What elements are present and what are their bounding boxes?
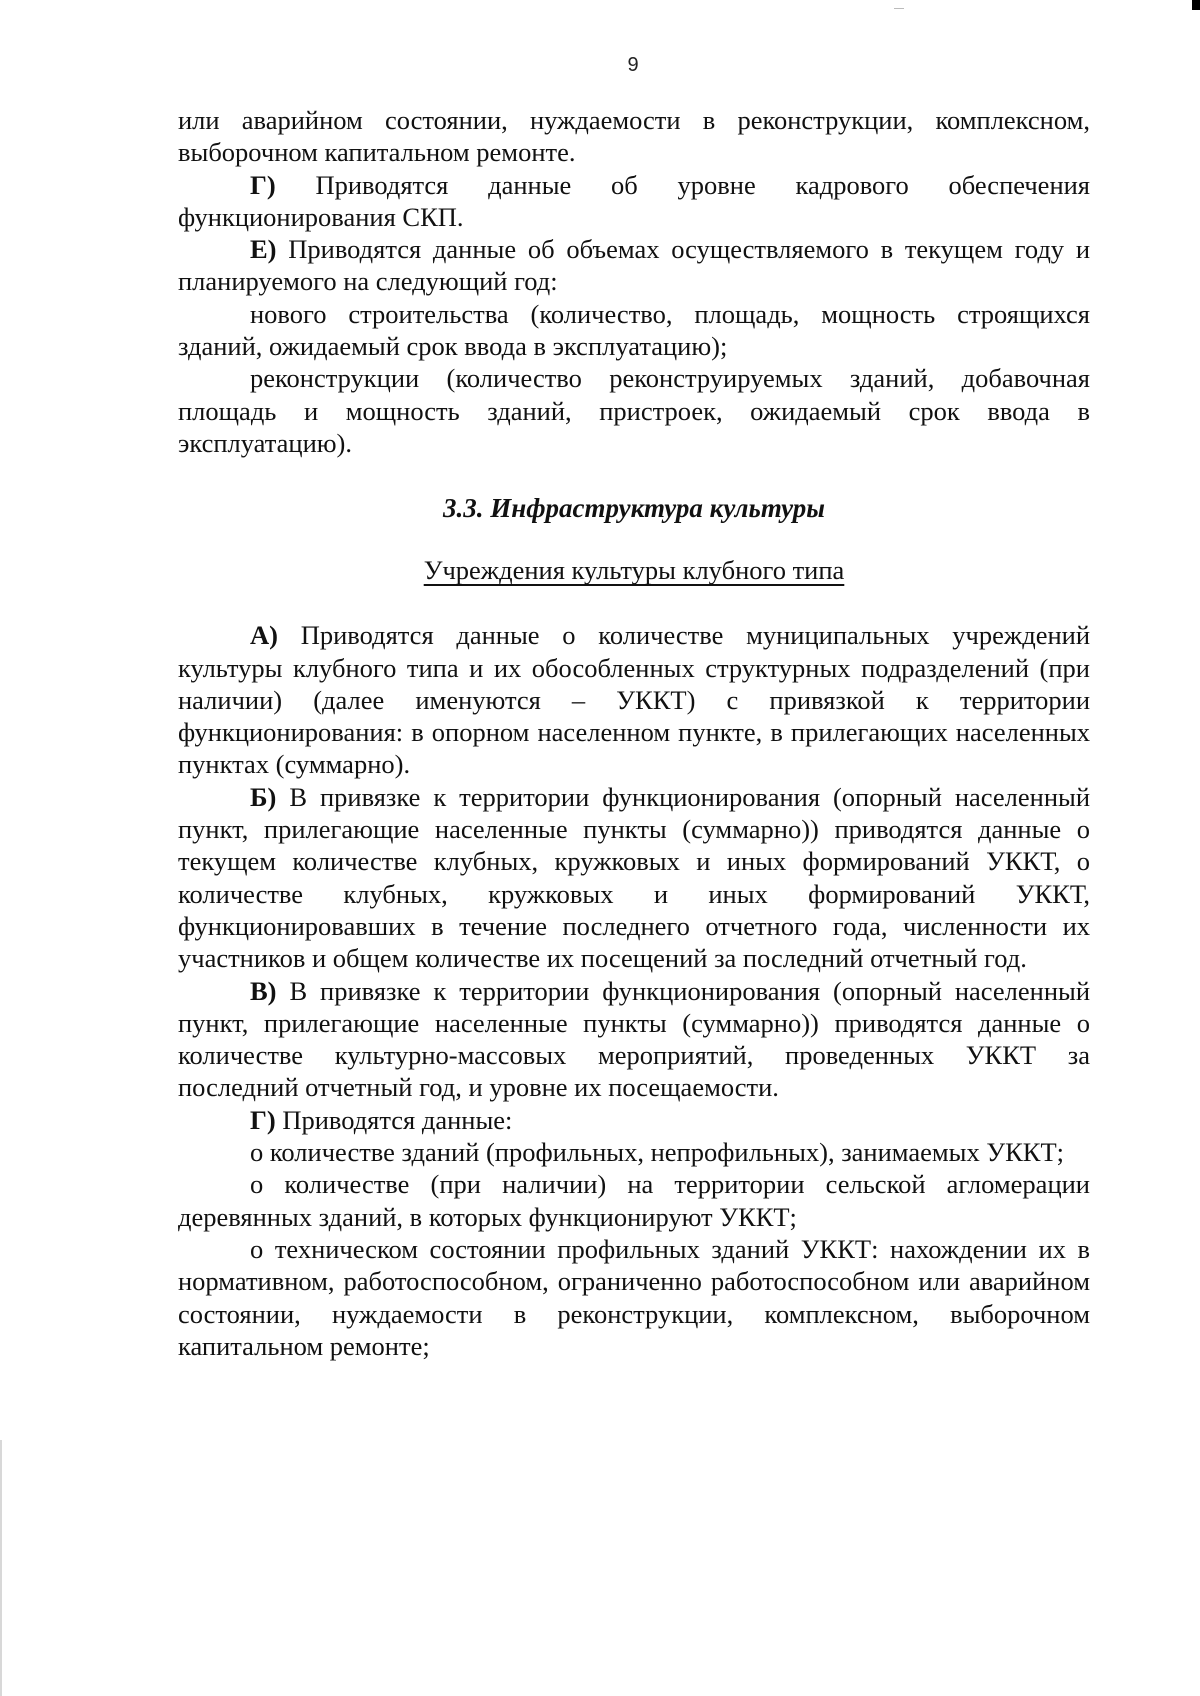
item-text: Приводятся данные об уровне кадрового обеспечения функционирования СКП. <box>178 169 1090 232</box>
paragraph-g-staffing <box>178 169 1090 234</box>
paragraph-b <box>178 781 1090 975</box>
paragraph-reconstruction: реконструкции (количество реконструируемых зданий, добавочная площадь и мощность зданий, пристроек, ожидаемый срок ввода в эксплуатацию). <box>178 363 1090 458</box>
paragraph-new-construction: нового строительства (количество, площадь, мощность строящихся зданий, ожидаемый срок ввода в эксплуатацию); <box>178 298 1090 362</box>
item-text: Приводятся данные о количестве муниципальных учреждений культуры клубного типа и их обособленных структурных подразделений (при наличии) (далее именуются – УККТ) с привязкой к территории функционирования: в опорном населенном пункте, в прилегающих населенных пунктах (суммарно). <box>178 620 1090 780</box>
item-text: Приводятся данные: <box>275 1104 513 1135</box>
item-label: Г) <box>250 1104 276 1135</box>
page-number: 9 <box>627 54 639 76</box>
paragraph-v <box>178 975 1090 1104</box>
item-label: Б) <box>250 781 277 812</box>
paragraph-g <box>178 1104 1090 1136</box>
paragraph-g-wooden-buildings: о количестве (при наличии) на территории сельской агломерации деревянных зданий, в которых функционируют УККТ; <box>178 1169 1090 1232</box>
item-text: В привязке к территории функционирования (опорный населенный пункт, прилегающие населенные пункты (суммарно)) приводятся данные о количестве культурно-массовых мероприятий, проведенных УККТ за последний отчетный год, и уровне их посещаемости. <box>178 975 1090 1103</box>
paragraph-g-buildings: о количестве зданий (профильных, непрофильных), занимаемых УККТ; <box>250 1137 1065 1168</box>
item-label: А) <box>250 620 278 651</box>
page-body <box>178 104 1090 1362</box>
scan-artifact <box>1192 0 1200 10</box>
section-heading: 3.3. Инфраструктура культуры <box>442 493 826 524</box>
paragraph-e-construction <box>178 233 1090 298</box>
paragraph-g-technical-state: о техническом состоянии профильных зданий УККТ: нахождении их в нормативном, работоспособном, ограниченно работоспособном или аварийном состоянии, нуждаемости в реконструкции, комплексном, выборочном капитальном ремонте; <box>178 1233 1090 1361</box>
item-label: Г) <box>250 169 276 200</box>
scan-artifact <box>894 8 904 9</box>
item-text: В привязке к территории функционирования (опорный населенный пункт, прилегающие населенные пункты (суммарно)) приводятся данные о текущем количестве клубных, кружковых и иных формирований УККТ, о количестве клубных, кружковых и иных формирований УККТ, функционировавших в течение последнего отчетного года, численности их участников и общем количестве их посещений за последний отчетный год. <box>178 781 1090 974</box>
item-text: Приводятся данные об объемах осуществляемого в текущем году и планируемого на следующий год: <box>178 234 1090 297</box>
item-label: Е) <box>250 234 277 265</box>
scan-artifact <box>0 1440 2 1696</box>
section-subheading: Учреждения культуры клубного типа <box>423 555 845 586</box>
item-label: В) <box>250 975 277 1006</box>
paragraph: или аварийном состоянии, нуждаемости в реконструкции, комплексном, выборочном капитальном ремонте. <box>178 105 1090 168</box>
paragraph-a <box>178 619 1090 780</box>
